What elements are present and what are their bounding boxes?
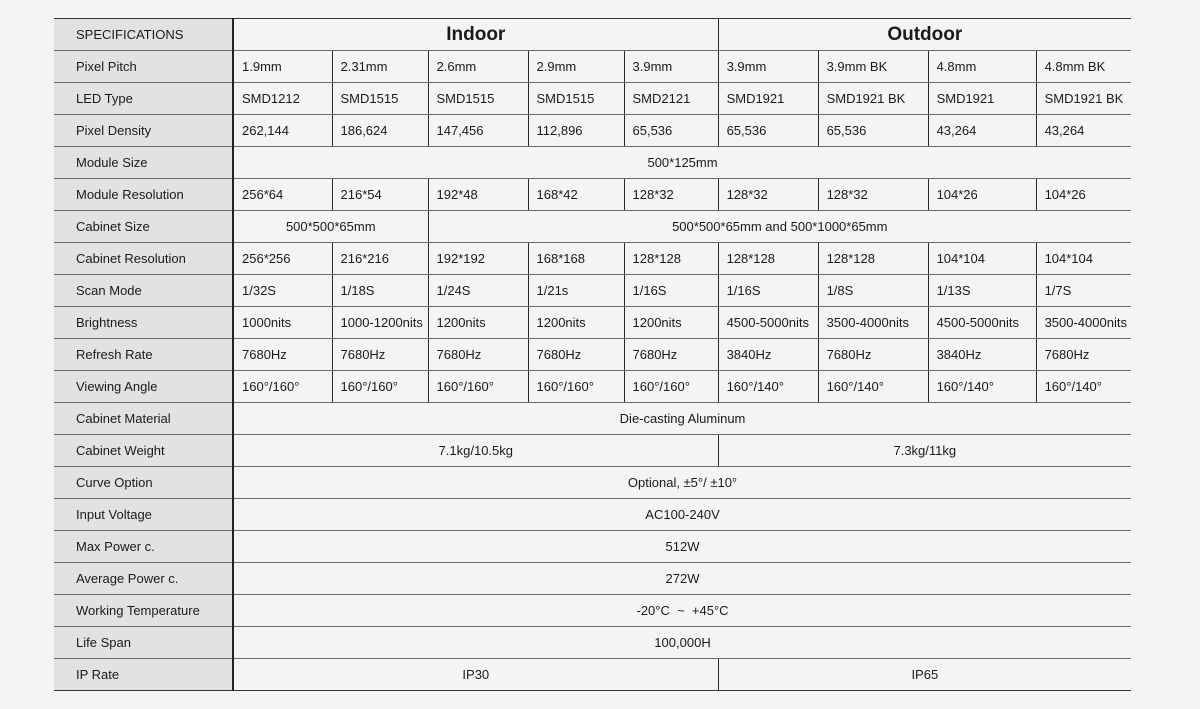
merged-cell: Die-casting Aluminum — [233, 403, 1131, 435]
row-label: Cabinet Resolution — [54, 243, 233, 275]
cell: 1/8S — [818, 275, 928, 307]
cell: 7680Hz — [1036, 339, 1131, 371]
row-label: Pixel Density — [54, 115, 233, 147]
cell: 104*26 — [1036, 179, 1131, 211]
cell: 7680Hz — [428, 339, 528, 371]
cell: 3840Hz — [928, 339, 1036, 371]
cell: 43,264 — [1036, 115, 1131, 147]
cell: 128*128 — [818, 243, 928, 275]
row-label: Cabinet Material — [54, 403, 233, 435]
cell: 1200nits — [528, 307, 624, 339]
cell: SMD1921 BK — [818, 83, 928, 115]
cell: 2.6mm — [428, 51, 528, 83]
row-max-power — [54, 531, 1131, 563]
cell: 1/7S — [1036, 275, 1131, 307]
cell: 128*128 — [718, 243, 818, 275]
cell: 128*128 — [624, 243, 718, 275]
cell: 1/32S — [233, 275, 332, 307]
row-label: Input Voltage — [54, 499, 233, 531]
cell: 160°/160° — [624, 371, 718, 403]
cell: 262,144 — [233, 115, 332, 147]
cell: 1000-1200nits — [332, 307, 428, 339]
cell: 160°/160° — [233, 371, 332, 403]
row-label: Scan Mode — [54, 275, 233, 307]
row-curve-option — [54, 467, 1131, 499]
cell: 160°/160° — [528, 371, 624, 403]
row-label: Max Power c. — [54, 531, 233, 563]
cell: SMD1515 — [332, 83, 428, 115]
cell: 3500-4000nits — [1036, 307, 1131, 339]
row-label: Working Temperature — [54, 595, 233, 627]
cell: 128*32 — [718, 179, 818, 211]
cell: 4.8mm — [928, 51, 1036, 83]
row-label: Pixel Pitch — [54, 51, 233, 83]
specifications-header: SPECIFICATIONS — [54, 19, 233, 51]
row-label: LED Type — [54, 83, 233, 115]
cell: SMD1921 BK — [1036, 83, 1131, 115]
cell: 216*216 — [332, 243, 428, 275]
cell: 65,536 — [718, 115, 818, 147]
merged-cell: 500*125mm — [233, 147, 1131, 179]
cell: 104*26 — [928, 179, 1036, 211]
cell: 192*48 — [428, 179, 528, 211]
cell: 7680Hz — [818, 339, 928, 371]
cell: 1.9mm — [233, 51, 332, 83]
row-cabinet-size — [54, 211, 1131, 243]
row-scan-mode — [54, 275, 1131, 307]
cell: 1/21s — [528, 275, 624, 307]
merged-cell: 500*500*65mm and 500*1000*65mm — [428, 211, 1131, 243]
cell: 160°/140° — [718, 371, 818, 403]
cell: SMD1515 — [528, 83, 624, 115]
merged-cell: IP30 — [233, 659, 718, 691]
merged-cell: IP65 — [718, 659, 1131, 691]
merged-cell: 272W — [233, 563, 1131, 595]
cell: SMD2121 — [624, 83, 718, 115]
cell: 160°/160° — [332, 371, 428, 403]
cell: 160°/140° — [818, 371, 928, 403]
cell: 7680Hz — [624, 339, 718, 371]
cell: 160°/140° — [1036, 371, 1131, 403]
cell: SMD1921 — [718, 83, 818, 115]
cell: 2.9mm — [528, 51, 624, 83]
row-label: Module Resolution — [54, 179, 233, 211]
cell: 256*64 — [233, 179, 332, 211]
cell: 147,456 — [428, 115, 528, 147]
row-label: Viewing Angle — [54, 371, 233, 403]
row-input-voltage — [54, 499, 1131, 531]
merged-cell: -20°C ~ +45°C — [233, 595, 1131, 627]
row-viewing-angle — [54, 371, 1131, 403]
row-label: Refresh Rate — [54, 339, 233, 371]
outdoor-header: Outdoor — [718, 19, 1131, 51]
cell: 160°/140° — [928, 371, 1036, 403]
cell: 1/18S — [332, 275, 428, 307]
spec-table-container — [54, 18, 1131, 691]
cell: 1000nits — [233, 307, 332, 339]
header-row — [54, 19, 1131, 51]
cell: 3500-4000nits — [818, 307, 928, 339]
row-refresh-rate — [54, 339, 1131, 371]
cell: 216*54 — [332, 179, 428, 211]
merged-cell: AC100-240V — [233, 499, 1131, 531]
row-module-resolution — [54, 179, 1131, 211]
cell: 104*104 — [1036, 243, 1131, 275]
cell: 1200nits — [624, 307, 718, 339]
indoor-header: Indoor — [233, 19, 718, 51]
row-life-span — [54, 627, 1131, 659]
cell: 1/13S — [928, 275, 1036, 307]
cell: 4500-5000nits — [928, 307, 1036, 339]
row-cabinet-resolution — [54, 243, 1131, 275]
merged-cell: 512W — [233, 531, 1131, 563]
cell: 160°/160° — [428, 371, 528, 403]
row-label: Life Span — [54, 627, 233, 659]
cell: 4500-5000nits — [718, 307, 818, 339]
cell: 112,896 — [528, 115, 624, 147]
cell: 3.9mm — [624, 51, 718, 83]
merged-cell: 500*500*65mm — [233, 211, 428, 243]
row-working-temperature — [54, 595, 1131, 627]
cell: 168*168 — [528, 243, 624, 275]
cell: 3.9mm — [718, 51, 818, 83]
merged-cell: 100,000H — [233, 627, 1131, 659]
merged-cell: 7.1kg/10.5kg — [233, 435, 718, 467]
cell: 186,624 — [332, 115, 428, 147]
row-module-size — [54, 147, 1131, 179]
cell: 43,264 — [928, 115, 1036, 147]
row-average-power — [54, 563, 1131, 595]
row-led-type — [54, 83, 1131, 115]
cell: 4.8mm BK — [1036, 51, 1131, 83]
cell: 1/16S — [718, 275, 818, 307]
row-label: Module Size — [54, 147, 233, 179]
cell: 1/24S — [428, 275, 528, 307]
row-ip-rate — [54, 659, 1131, 691]
row-cabinet-material — [54, 403, 1131, 435]
row-label: Brightness — [54, 307, 233, 339]
cell: SMD1212 — [233, 83, 332, 115]
row-cabinet-weight — [54, 435, 1131, 467]
cell: 7680Hz — [332, 339, 428, 371]
cell: SMD1921 — [928, 83, 1036, 115]
cell: 3840Hz — [718, 339, 818, 371]
merged-cell: 7.3kg/11kg — [718, 435, 1131, 467]
cell: 7680Hz — [528, 339, 624, 371]
cell: 128*32 — [624, 179, 718, 211]
cell: 256*256 — [233, 243, 332, 275]
row-label: Cabinet Size — [54, 211, 233, 243]
cell: 128*32 — [818, 179, 928, 211]
row-label: Average Power c. — [54, 563, 233, 595]
cell: 3.9mm BK — [818, 51, 928, 83]
row-pixel-density — [54, 115, 1131, 147]
cell: 2.31mm — [332, 51, 428, 83]
cell: 104*104 — [928, 243, 1036, 275]
cell: 65,536 — [818, 115, 928, 147]
cell: 1200nits — [428, 307, 528, 339]
cell: 192*192 — [428, 243, 528, 275]
cell: 7680Hz — [233, 339, 332, 371]
row-brightness — [54, 307, 1131, 339]
specifications-table — [54, 18, 1131, 691]
row-label: Curve Option — [54, 467, 233, 499]
row-label: Cabinet Weight — [54, 435, 233, 467]
row-label: IP Rate — [54, 659, 233, 691]
row-pixel-pitch — [54, 51, 1131, 83]
cell: 168*42 — [528, 179, 624, 211]
cell: 1/16S — [624, 275, 718, 307]
cell: 65,536 — [624, 115, 718, 147]
merged-cell: Optional, ±5°/ ±10° — [233, 467, 1131, 499]
cell: SMD1515 — [428, 83, 528, 115]
